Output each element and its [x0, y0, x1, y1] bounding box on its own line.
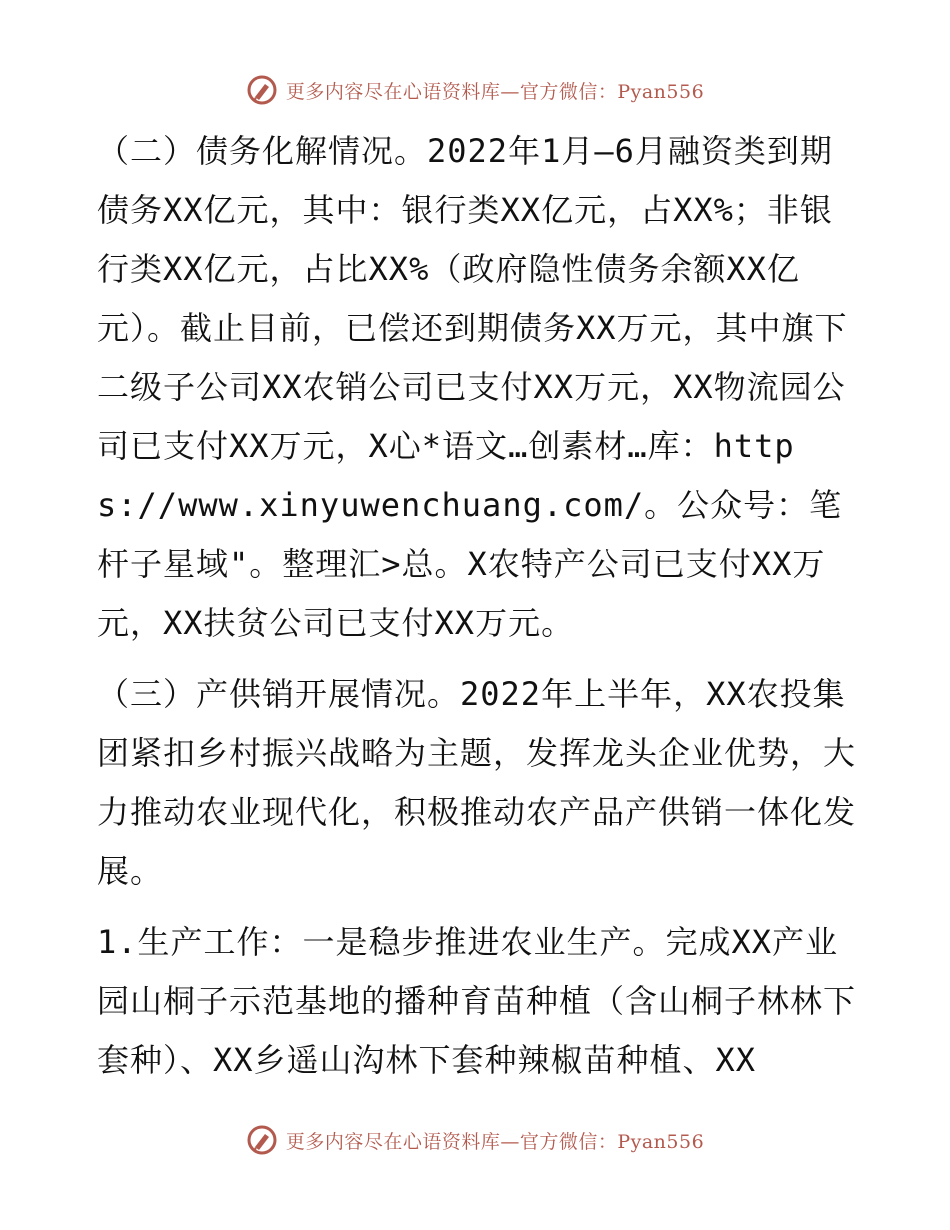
paragraph-production-supply-sales: （三）产供销开展情况。2022年上半年，XX农投集团紧扣乡村振兴战略为主题，发挥龙头企业优势，大力推动农业现代化，积极推动农产品产供销一体化发展。 — [97, 675, 857, 890]
watermark-text: 更多内容尽在心语资料库—官方微信：Pyan556 — [285, 1130, 705, 1153]
paragraph-debt-resolution: （二）债务化解情况。2022年1月—6月融资类到期债务XX亿元，其中：银行类XX亿元，占XX%；非银行类XX亿元，占比XX%（政府隐性债务余额XX亿元）。截止目前，已偿还到期债务XX万元，其中旗下二级子公司XX农销公司已支付XX万元，XX物流园公司已支付XX万元，X心*语文…创素材…库：https://www.xinyuwenchuang.com/。公众号：笔杆子星域"。整理汇>总。X农特产公司已支付XX万元，XX扶贫公司已支付XX万元。 — [97, 132, 848, 642]
paragraph-production-work: 1.生产工作：一是稳步推进农业生产。完成XX产业园山桐子示范基地的播种育苗种植（含山桐子林林下套种）、XX乡遥山沟林下套种辣椒苗种植、XX — [97, 923, 857, 1079]
footer-watermark — [0, 1120, 950, 1160]
watermark-text: 更多内容尽在心语资料库—官方微信：Pyan556 — [285, 80, 705, 103]
document-body — [97, 122, 857, 1090]
pen-seal-icon — [246, 74, 278, 106]
header-watermark — [0, 70, 950, 110]
pen-seal-icon — [246, 1124, 278, 1156]
